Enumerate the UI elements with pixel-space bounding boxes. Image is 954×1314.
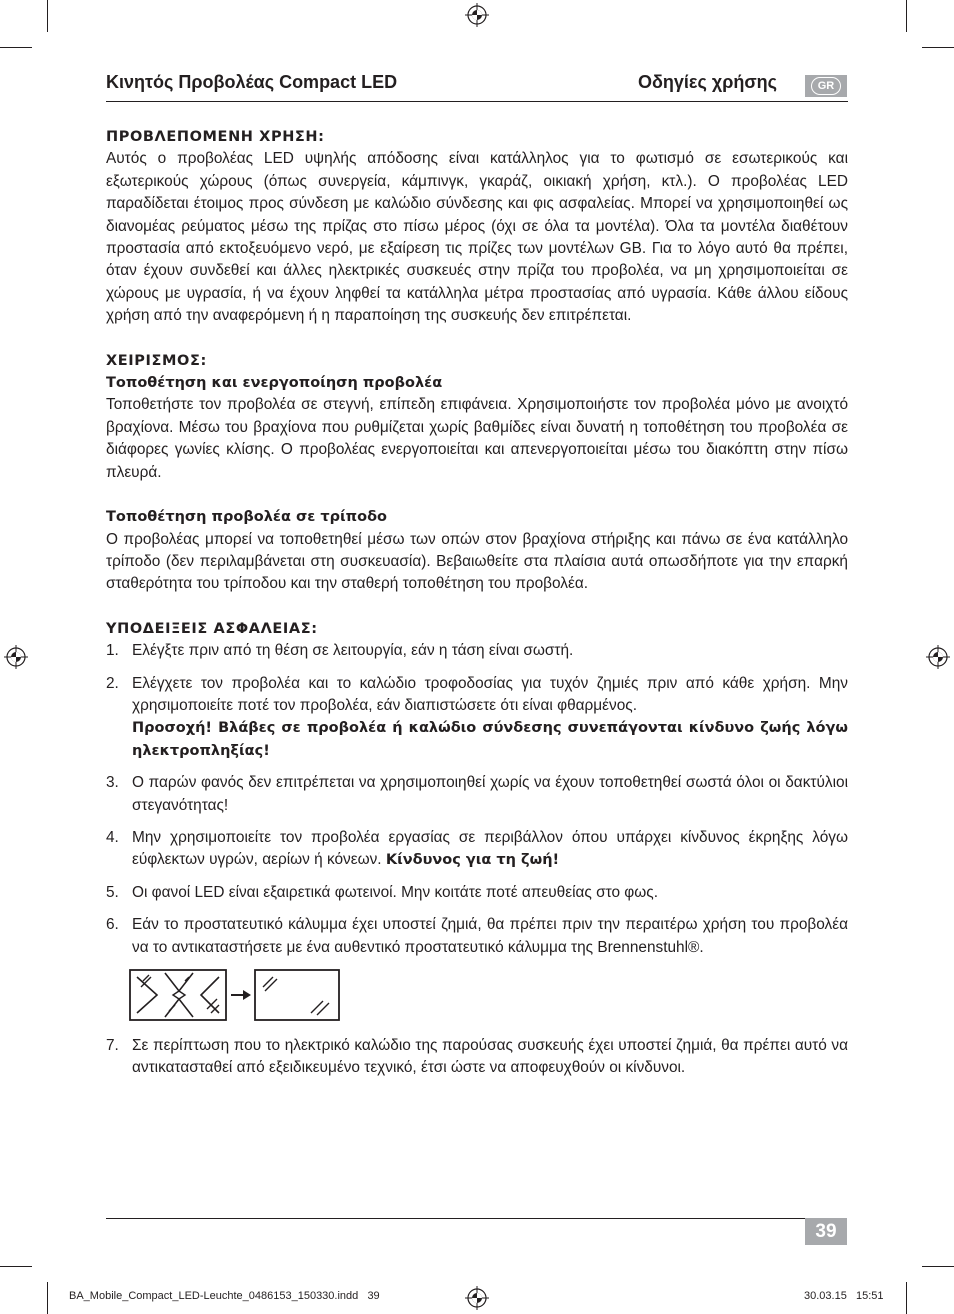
safety-heading: ΥΠΟΔΕΙΞΕΙΣ ΑΣΦΑΛΕΙΑΣ:	[106, 620, 318, 637]
intended-use-heading: ΠΡΟΒΛΕΠΟΜΕΝΗ ΧΡΗΣΗ:	[106, 129, 325, 145]
tripod-subheading: Τοποθέτηση προβολέα σε τρίποδο	[106, 509, 388, 526]
list-item: 2. Ελέγχετε τον προβολέα και το καλώδιο τροφοδοσίας για τυχόν ζημιές πριν από κάθε χρήση. Μην χρησιμοποιείτε ποτέ τον προβολέα, εάν διαπιστώσετε ότι είναι φθαρμένος. Προσοχή! Βλάβες σε προβολέα ή καλώδιο σύνδεσης συνεπάγονται κίνδυνο ζωής λόγω ηλεκτροπληξίας!	[106, 673, 848, 763]
print-slug-filename: BA_Mobile_Compact_LED-Leuchte_0486153_150330.indd 39	[69, 1290, 380, 1302]
crop-mark	[0, 47, 32, 48]
manual-label: Οδηγίες χρήσης	[638, 72, 777, 92]
page-content	[106, 126, 848, 1090]
electric-shock-warning: Προσοχή! Βλάβες σε προβολέα ή καλώδιο σύνδεσης συνεπάγονται κίνδυνο ζωής λόγω ηλεκτροπληξίας!	[132, 720, 848, 759]
header-divider	[106, 101, 848, 102]
list-item: 5. Οι φανοί LED είναι εξαιρετικά φωτεινοί. Μην κοιτάτε ποτέ απευθείας στο φως.	[106, 883, 658, 901]
intended-use-text: Αυτός ο προβολέας LED υψηλής απόδοσης είναι κατάλληλος για το φωτισμό σε εσωτερικούς και εξωτερικούς χώρους (όπως συνεργεία, κάμπινγκ, γκαράζ, οικιακή χρήση, κτλ.). Ο προβολέας LED παραδίδεται έτοιμος προς σύνδεση με καλώδιο σύνδεσης και φις ασφαλείας. Μπορεί να χρησιμοποιηθεί ως διανομέας ρεύματος μέσω της πρίζας στο πίσω μέρος (όχι σε όλα τα μοντέλα). Όλα τα μοντέλα διαθέτουν προστασία από εκτοξευόμενο νερό, με εξαίρεση τις πρίζες των μοντέλων GB. Για το λόγο αυτό θα πρέπει, όταν έχουν συνδεθεί και άλλες ηλεκτρικές συσκευές στην πρίζα του προβολέα, να μη χρησιμοποιείται σε χώρους με υγρασία, ή να έχουν ληφθεί τα κατάλληλα μέτρα προστασίας από υγρασία. Κάθε άλλου είδους χρήση από την αναφερόμενη ή η παραποίηση της συσκευής δεν επιτρέπεται.	[106, 150, 848, 325]
crop-mark	[47, 1282, 48, 1314]
list-item: 6. Εάν το προστατευτικό κάλυμμα έχει υποστεί ζημιά, θα πρέπει πριν την περαιτέρω χρήση του προβολέα να το αντικαταστήσετε με ένα αυθεντικό προστατευτικό κάλυμμα της Brennenstuhl®.	[106, 914, 848, 1021]
page-number: 39	[805, 1218, 847, 1245]
operation-heading: ΧΕΙΡΙΣΜΟΣ:	[106, 352, 207, 369]
print-slug-date: 30.03.15 15:51	[804, 1290, 884, 1302]
registration-mark-icon	[4, 645, 28, 669]
crop-mark	[922, 1266, 954, 1267]
footer-divider	[106, 1218, 805, 1219]
safety-list	[106, 640, 848, 1080]
registration-mark-icon	[465, 3, 489, 27]
list-item: 7. Σε περίπτωση που το ηλεκτρικό καλώδιο της παρούσας συσκευής έχει υποστεί ζημιά, θα πρέπει αυτό να αντικατασταθεί από εξειδικευμένο τεχνικό, έτσι ώστε να αποφευχθούν οι κίνδυνοι.	[106, 1037, 848, 1077]
crop-mark	[47, 0, 48, 32]
placement-text: Τοποθετήστε τον προβολέα σε στεγνή, επίπεδη επιφάνεια. Χρησιμοποιήστε τον προβολέα μόνο με ανοιχτό βραχίονα. Μέσω του βραχίονα που ρυθμίζεται χωρίς βαθμίδες είναι δυνατή η τοποθέτηση του προβολέα σε διάφορες γωνίες κλίσης. Ο προβολέας ενεργοποιείται και απενεργοποιείται μέσω του διακόπτη στην πίσω πλευρά.	[106, 396, 848, 481]
document-title: Κινητός Προβολέας Compact LED	[106, 72, 398, 92]
cover-replacement-illustration	[132, 969, 848, 1021]
list-item: 3. Ο παρών φανός δεν επιτρέπεται να χρησιμοποιηθεί χωρίς να έχουν τοποθετηθεί σωστά όλοι οι δακτύλιοι στεγανότητας!	[106, 774, 848, 814]
registration-mark-icon	[465, 1286, 489, 1310]
language-badge	[805, 75, 847, 97]
cover-replacement-diagram-icon	[129, 969, 349, 1021]
crop-mark	[906, 0, 907, 32]
crop-mark	[0, 1266, 32, 1267]
crop-mark	[906, 1282, 907, 1314]
crop-mark	[922, 47, 954, 48]
placement-subheading: Τοποθέτηση και ενεργοποίηση προβολέα	[106, 375, 443, 392]
list-item: 1. Ελέγξτε πριν από τη θέση σε λειτουργία, εάν η τάση είναι σωστή.	[106, 642, 574, 660]
list-item: 4. Μην χρησιμοποιείτε τον προβολέα εργασίας σε περιβάλλον όπου υπάρχει κίνδυνος έκρηξης λόγω εύφλεκτων υγρών, αερίων ή κόνεων. Κίνδυνος για τη ζωή!	[106, 828, 848, 869]
language-badge-label: GR	[811, 77, 841, 95]
tripod-text: Ο προβολέας μπορεί να τοποθετηθεί μέσω των οπών στον βραχίονα στήριξης και πάνω σε ένα κατάλληλο τρίποδο (δεν περιλαμβάνεται στη συσκευασία). Βεβαιωθείτε στα πλαίσια αυτά οπωσδήποτε για την επαρκή σταθερότητα του τρίποδου και την σταθερή τοποθέτηση του προβολέα.	[106, 530, 848, 593]
registration-mark-icon	[926, 645, 950, 669]
danger-to-life-note: Κίνδυνος για τη ζωή!	[385, 852, 560, 869]
